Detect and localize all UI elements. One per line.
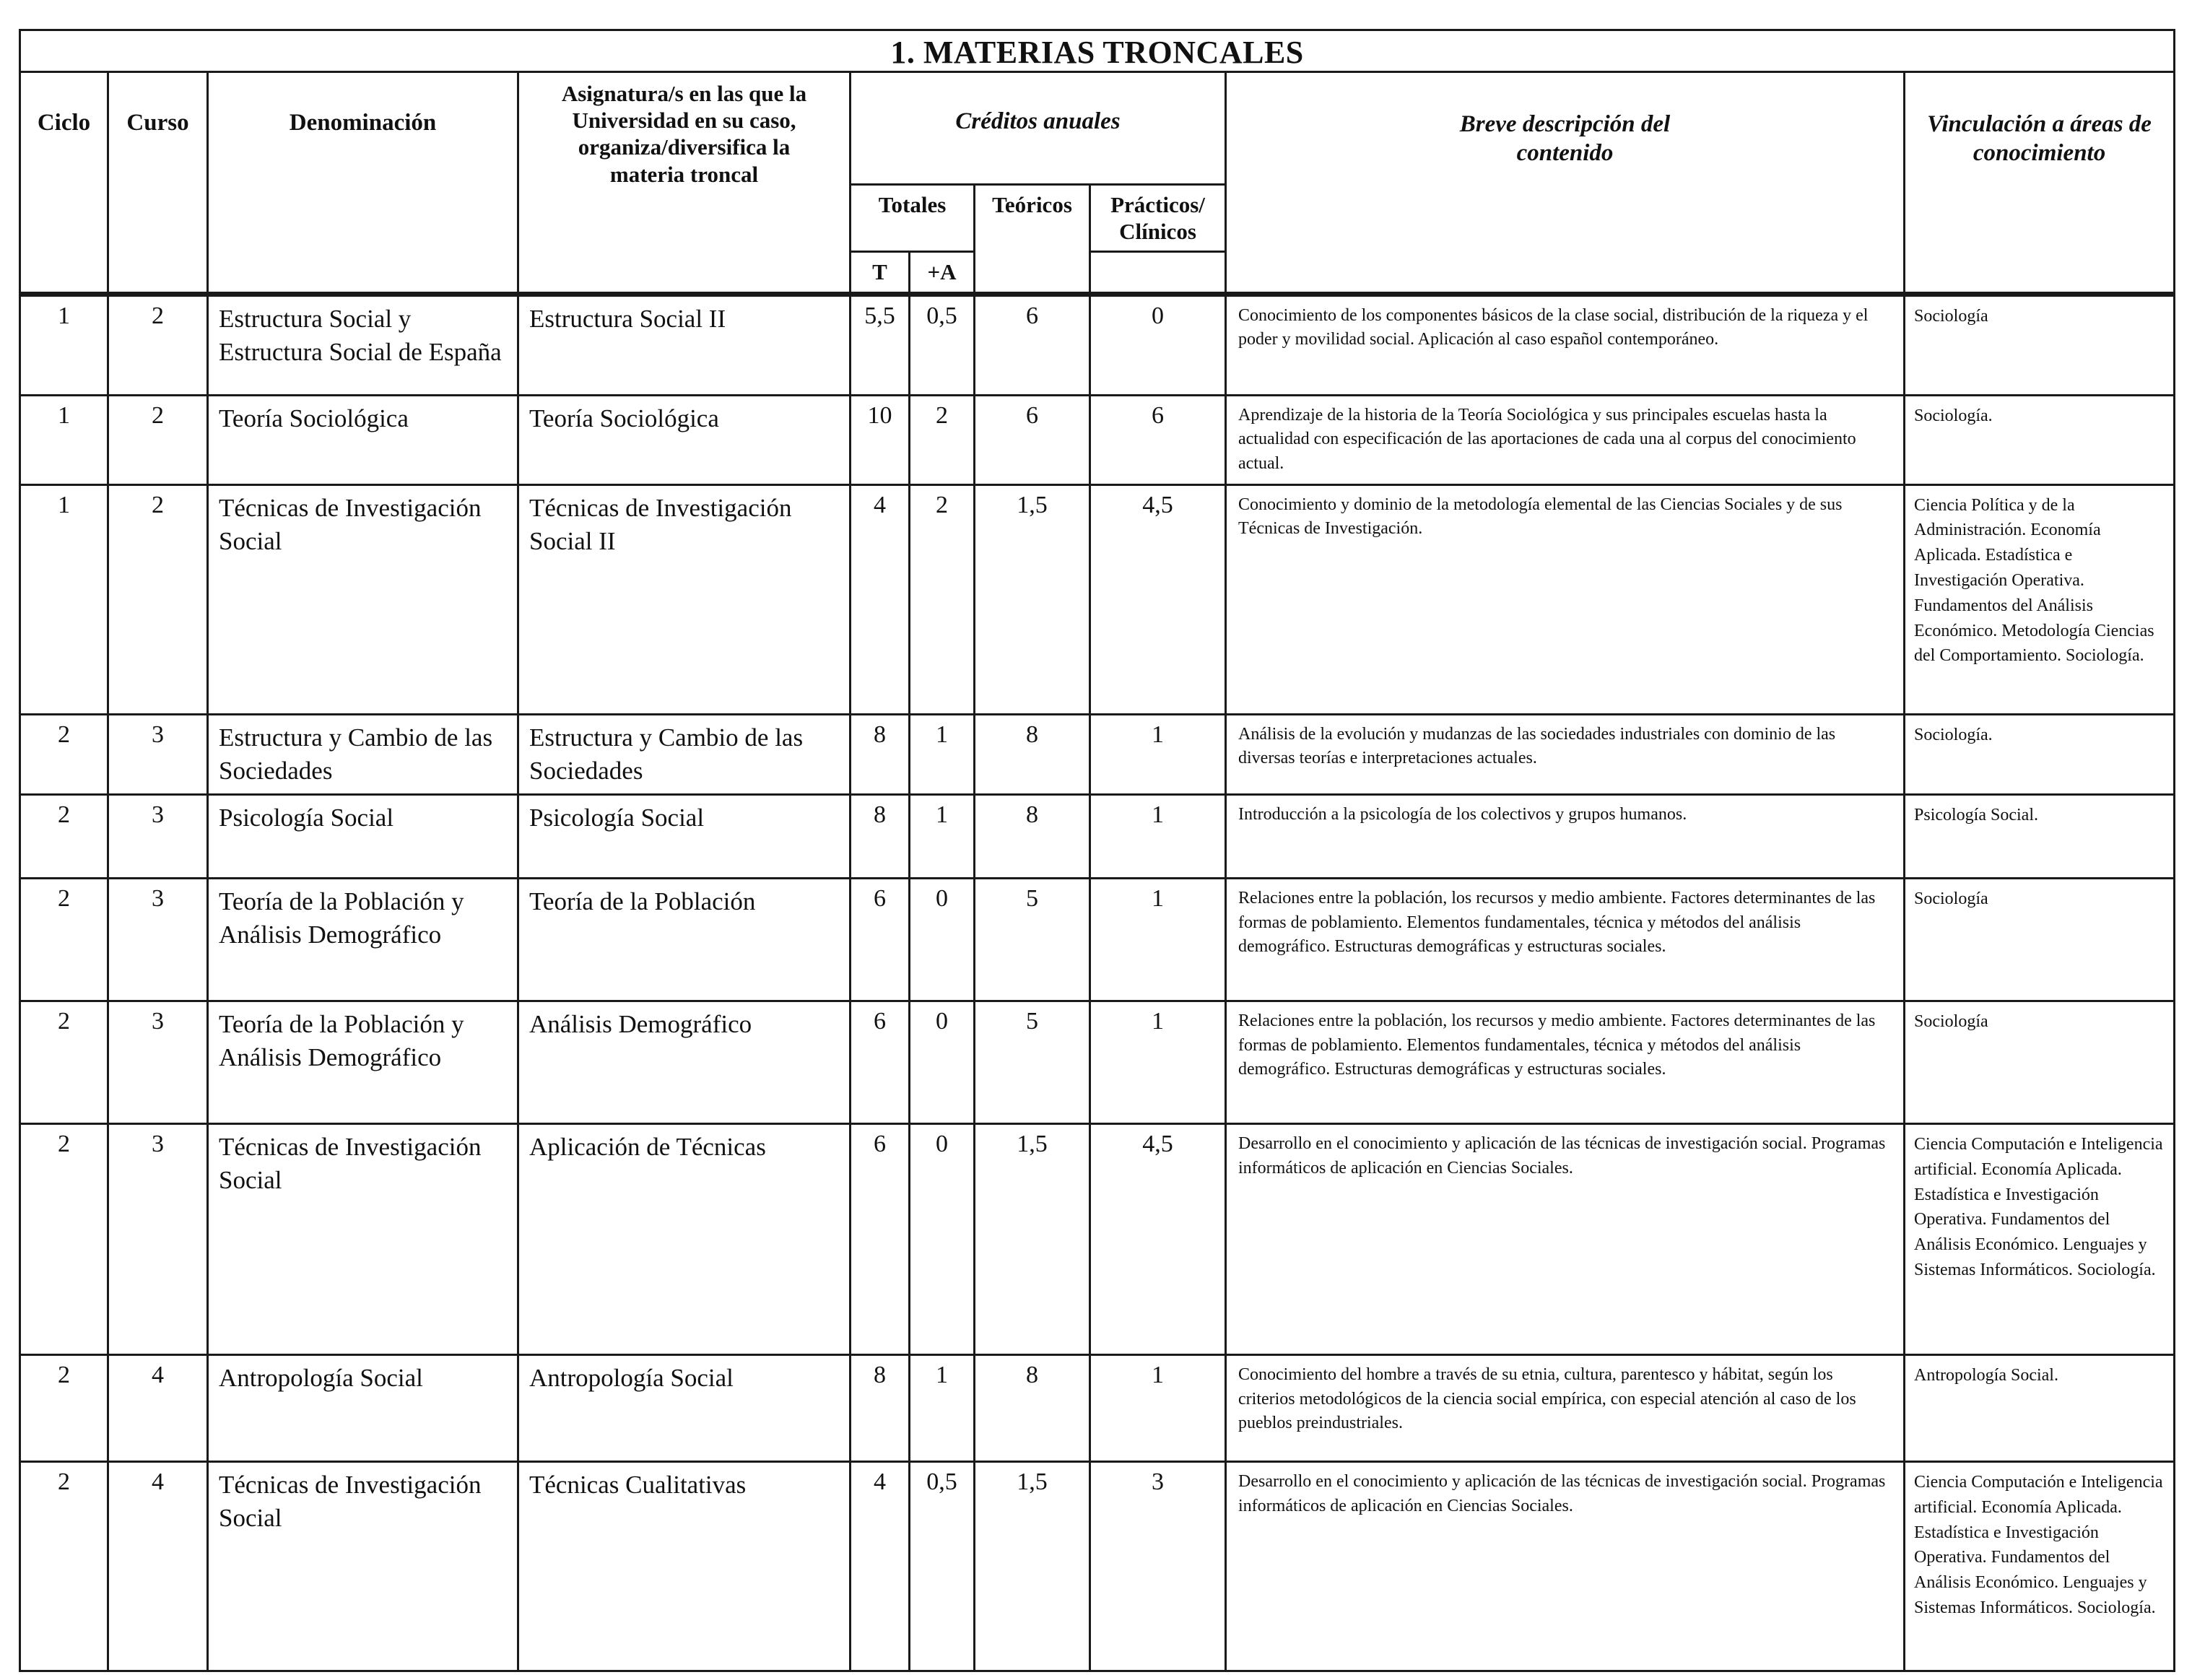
cell-creditos-t: 4 <box>851 1461 910 1671</box>
cell-ciclo: 2 <box>20 794 108 878</box>
cell-asignatura: Teoría de la Población <box>518 878 851 1001</box>
table-body <box>20 294 2175 1671</box>
cell-curso: 3 <box>108 1123 208 1354</box>
header-denominacion: Denominación <box>208 72 518 295</box>
cell-creditos-t: 6 <box>851 1001 910 1123</box>
cell-denominacion: Técnicas de Investigación Social <box>208 1461 518 1671</box>
cell-practicos: 6 <box>1090 395 1226 484</box>
table-row <box>20 878 2175 1001</box>
cell-teoricos: 1,5 <box>975 484 1090 714</box>
cell-curso: 2 <box>108 294 208 395</box>
header-teoricos: Teóricos <box>975 185 1090 295</box>
cell-descripcion: Introducción a la psicología de los colectivos y grupos humanos. <box>1226 794 1905 878</box>
cell-teoricos: 5 <box>975 1001 1090 1123</box>
table-row <box>20 484 2175 714</box>
cell-creditos-t: 4 <box>851 484 910 714</box>
cell-practicos: 4,5 <box>1090 1123 1226 1354</box>
table-row <box>20 1354 2175 1461</box>
cell-asignatura: Psicología Social <box>518 794 851 878</box>
table-row <box>20 794 2175 878</box>
cell-creditos-a: 0 <box>910 1001 975 1123</box>
cell-ciclo: 2 <box>20 1354 108 1461</box>
cell-curso: 4 <box>108 1461 208 1671</box>
cell-descripcion: Conocimiento de los componentes básicos de la clase social, distribución de la riqueza y el poder y movilidad social. Aplicación al caso español contemporáneo. <box>1226 294 1905 395</box>
cell-asignatura: Estructura Social II <box>518 294 851 395</box>
cell-creditos-a: 0,5 <box>910 294 975 395</box>
cell-teoricos: 1,5 <box>975 1123 1090 1354</box>
cell-descripcion: Conocimiento del hombre a través de su etnia, cultura, parentesco y hábitat, según los criterios metodológicos de la ciencia social empírica, con especial atención al caso de los pueblos preindustriales. <box>1226 1354 1905 1461</box>
cell-creditos-a: 0 <box>910 878 975 1001</box>
cell-practicos: 1 <box>1090 878 1226 1001</box>
cell-creditos-a: 0,5 <box>910 1461 975 1671</box>
cell-creditos-t: 6 <box>851 1123 910 1354</box>
cell-creditos-a: 1 <box>910 794 975 878</box>
cell-denominacion: Antropología Social <box>208 1354 518 1461</box>
cell-practicos: 1 <box>1090 1354 1226 1461</box>
cell-asignatura: Estructura y Cambio de las Sociedades <box>518 714 851 794</box>
cell-teoricos: 8 <box>975 714 1090 794</box>
materias-table <box>19 29 2175 1672</box>
cell-creditos-t: 8 <box>851 1354 910 1461</box>
header-vinculacion: Vinculación a áreas de conocimiento <box>1905 72 2175 295</box>
cell-teoricos: 8 <box>975 794 1090 878</box>
cell-creditos-t: 5,5 <box>851 294 910 395</box>
cell-teoricos: 6 <box>975 294 1090 395</box>
cell-asignatura: Teoría Sociológica <box>518 395 851 484</box>
cell-ciclo: 2 <box>20 1001 108 1123</box>
cell-vinculacion: Sociología <box>1905 878 2175 1001</box>
cell-denominacion: Psicología Social <box>208 794 518 878</box>
materias-troncales-sheet <box>19 29 2173 1672</box>
header-practicos: Prácticos/ Clínicos <box>1090 185 1226 252</box>
cell-curso: 3 <box>108 878 208 1001</box>
cell-vinculacion: Ciencia Computación e Inteligencia artificial. Economía Aplicada. Estadística e Investigación Operativa. Fundamentos del Análisis Económico. Lenguajes y Sistemas Informáticos. Sociología. <box>1905 1123 2175 1354</box>
cell-asignatura: Aplicación de Técnicas <box>518 1123 851 1354</box>
table-row <box>20 714 2175 794</box>
cell-curso: 4 <box>108 1354 208 1461</box>
cell-ciclo: 2 <box>20 714 108 794</box>
cell-vinculacion: Sociología. <box>1905 395 2175 484</box>
table-row <box>20 1123 2175 1354</box>
cell-denominacion: Estructura Social y Estructura Social de España <box>208 294 518 395</box>
cell-ciclo: 1 <box>20 294 108 395</box>
cell-curso: 2 <box>108 484 208 714</box>
cell-asignatura: Técnicas Cualitativas <box>518 1461 851 1671</box>
cell-practicos: 1 <box>1090 1001 1226 1123</box>
cell-denominacion: Técnicas de Investigación Social <box>208 1123 518 1354</box>
cell-descripcion: Desarrollo en el conocimiento y aplicación de las técnicas de investigación social. Programas informáticos de aplicación en Ciencias Sociales. <box>1226 1461 1905 1671</box>
cell-ciclo: 2 <box>20 878 108 1001</box>
table-row <box>20 1461 2175 1671</box>
cell-practicos: 1 <box>1090 714 1226 794</box>
cell-curso: 3 <box>108 714 208 794</box>
cell-curso: 3 <box>108 1001 208 1123</box>
table-row <box>20 294 2175 395</box>
cell-practicos: 4,5 <box>1090 484 1226 714</box>
cell-vinculacion: Sociología <box>1905 1001 2175 1123</box>
cell-denominacion: Técnicas de Investigación Social <box>208 484 518 714</box>
header-asignatura: Asignatura/s en las que la Universidad en su caso, organiza/diversifica la materia troncal <box>518 72 851 295</box>
cell-descripcion: Desarrollo en el conocimiento y aplicación de las técnicas de investigación social. Programas informáticos de aplicación en Ciencias Sociales. <box>1226 1123 1905 1354</box>
table-row <box>20 1001 2175 1123</box>
cell-denominacion: Teoría de la Población y Análisis Demográfico <box>208 1001 518 1123</box>
cell-denominacion: Teoría de la Población y Análisis Demográfico <box>208 878 518 1001</box>
cell-creditos-a: 0 <box>910 1123 975 1354</box>
cell-vinculacion: Sociología <box>1905 294 2175 395</box>
cell-asignatura: Antropología Social <box>518 1354 851 1461</box>
cell-teoricos: 1,5 <box>975 1461 1090 1671</box>
table-row <box>20 395 2175 484</box>
cell-practicos: 0 <box>1090 294 1226 395</box>
cell-denominacion: Teoría Sociológica <box>208 395 518 484</box>
cell-creditos-a: 2 <box>910 395 975 484</box>
cell-teoricos: 8 <box>975 1354 1090 1461</box>
header-a: +A <box>910 252 975 294</box>
cell-vinculacion: Ciencia Política y de la Administración. Economía Aplicada. Estadística e Investigación Operativa. Fundamentos del Análisis Económico. Metodología Ciencias del Comportamiento. Sociología. <box>1905 484 2175 714</box>
cell-descripcion: Conocimiento y dominio de la metodología elemental de las Ciencias Sociales y de sus Técnicas de Investigación. <box>1226 484 1905 714</box>
cell-vinculacion: Psicología Social. <box>1905 794 2175 878</box>
cell-creditos-t: 8 <box>851 714 910 794</box>
cell-descripcion: Aprendizaje de la historia de la Teoría Sociológica y sus principales escuelas hasta la actualidad con especificación de las aportaciones de cada una al corpus del conocimiento actual. <box>1226 395 1905 484</box>
cell-curso: 3 <box>108 794 208 878</box>
cell-vinculacion: Sociología. <box>1905 714 2175 794</box>
cell-ciclo: 1 <box>20 484 108 714</box>
header-descripcion: Breve descripción del contenido <box>1226 72 1905 295</box>
cell-creditos-a: 2 <box>910 484 975 714</box>
cell-asignatura: Técnicas de Investigación Social II <box>518 484 851 714</box>
header-t: T <box>851 252 910 294</box>
cell-creditos-t: 10 <box>851 395 910 484</box>
cell-practicos: 3 <box>1090 1461 1226 1671</box>
cell-teoricos: 6 <box>975 395 1090 484</box>
cell-creditos-t: 8 <box>851 794 910 878</box>
table-title: 1. MATERIAS TRONCALES <box>20 30 2175 72</box>
cell-curso: 2 <box>108 395 208 484</box>
cell-vinculacion: Ciencia Computación e Inteligencia artificial. Economía Aplicada. Estadística e Investigación Operativa. Fundamentos del Análisis Económico. Lenguajes y Sistemas Informáticos. Sociología. <box>1905 1461 2175 1671</box>
cell-descripcion: Relaciones entre la población, los recursos y medio ambiente. Factores determinantes de las formas de poblamiento. Elementos fundamentales, técnica y métodos del análisis demográfico. Estructuras demográficas y estructuras sociales. <box>1226 1001 1905 1123</box>
header-curso: Curso <box>108 72 208 295</box>
cell-asignatura: Análisis Demográfico <box>518 1001 851 1123</box>
cell-practicos: 1 <box>1090 794 1226 878</box>
cell-ciclo: 2 <box>20 1461 108 1671</box>
cell-ciclo: 2 <box>20 1123 108 1354</box>
cell-denominacion: Estructura y Cambio de las Sociedades <box>208 714 518 794</box>
cell-descripcion: Relaciones entre la población, los recursos y medio ambiente. Factores determinantes de las formas de poblamiento. Elementos fundamentales, técnica y métodos del análisis demográfico. Estructuras demográficas y estructuras sociales. <box>1226 878 1905 1001</box>
cell-teoricos: 5 <box>975 878 1090 1001</box>
cell-creditos-a: 1 <box>910 714 975 794</box>
cell-descripcion: Análisis de la evolución y mudanzas de las sociedades industriales con dominio de las diversas teorías e interpretaciones actuales. <box>1226 714 1905 794</box>
cell-creditos-a: 1 <box>910 1354 975 1461</box>
cell-ciclo: 1 <box>20 395 108 484</box>
header-practicos-empty <box>1090 252 1226 294</box>
cell-creditos-t: 6 <box>851 878 910 1001</box>
header-totales: Totales <box>851 185 975 252</box>
cell-vinculacion: Antropología Social. <box>1905 1354 2175 1461</box>
header-creditos: Créditos anuales <box>851 72 1226 185</box>
header-ciclo: Ciclo <box>20 72 108 295</box>
